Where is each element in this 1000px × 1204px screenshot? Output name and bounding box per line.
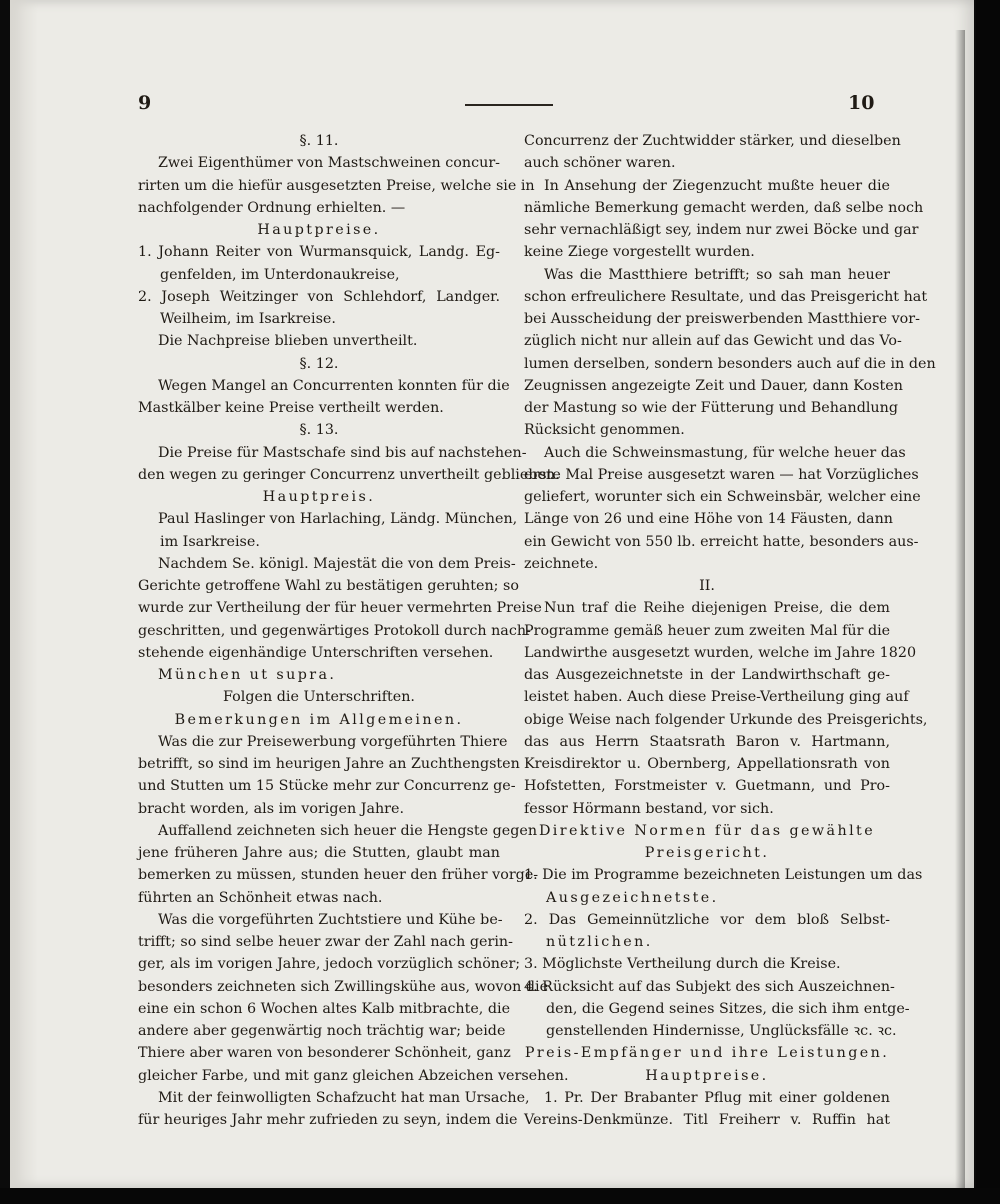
right-column-line: keine Ziege vorgestellt wurden. <box>524 244 755 261</box>
left-column-line: nachfolgender Ordnung erhielten. — <box>138 199 406 216</box>
left-column-line: Bemerkungen im Allgemeinen. <box>174 711 464 728</box>
right-column-line: Landwirthe ausgesetzt wurden, welche im Jahre 1820 <box>524 644 917 661</box>
left-column-line: Die Nachpreise blieben unvertheilt. <box>158 333 418 350</box>
right-column-line: obige Weise nach folgender Urkunde des Preisgerichts, <box>524 711 928 728</box>
right-column-line: Ausgezeichnetste. <box>546 889 719 906</box>
left-column-line: §. 13. <box>299 422 339 439</box>
left-column-line: Hauptpreis. <box>262 489 376 505</box>
right-column-line: zeichnete. <box>524 555 599 572</box>
left-column-line: wurde zur Vertheilung der für heuer vermehrten Preise <box>138 600 542 617</box>
right-column-line: den, die Gegend seines Sitzes, die sich ihm entge- <box>546 1000 910 1017</box>
right-column-line: geliefert, worunter sich ein Schweinsbär, welcher eine <box>524 489 921 505</box>
left-column-line: bracht worden, als im vorigen Jahre. <box>138 800 405 817</box>
left-column-line: Folgen die Unterschriften. <box>223 689 415 706</box>
left-column-line: rirten um die hiefür ausgesetzten Preise, welche sie in <box>138 177 535 194</box>
right-column-line: Hofstetten, Forstmeister v. Guetmann, und Pro- <box>524 778 890 795</box>
right-column-line: 1. Die im Programme bezeichneten Leistungen um das <box>524 867 923 884</box>
left-column-line: im Isarkreise. <box>160 533 260 550</box>
left-column-line: stehende eigenhändige Unterschriften versehen. <box>138 644 494 661</box>
right-column-line: Rücksicht genommen. <box>524 422 685 439</box>
right-column-line: genstellenden Hindernisse, Unglücksfälle ꝛc. ꝛc. <box>546 1023 897 1039</box>
left-column-line: Nachdem Se. königl. Majestät die von dem Preis- <box>158 555 516 572</box>
left-column-line: Mastkälber keine Preise vertheilt werden. <box>138 400 444 416</box>
left-column-line: andere aber gegenwärtig noch trächtig war; beide <box>138 1023 506 1039</box>
right-column-line: das Ausgezeichnetste in der Landwirthschaft ge- <box>524 667 890 683</box>
left-column-line: §. 12. <box>299 355 339 372</box>
right-column-line: Concurrenz der Zuchtwidder stärker, und dieselben <box>524 133 901 149</box>
left-column-line: Hauptpreise. <box>257 222 381 238</box>
left-column-line: Zwei Eigenthümer von Mastschweinen concur- <box>158 155 500 172</box>
page-number-left: 9 <box>138 92 152 114</box>
left-text-column <box>138 130 569 1131</box>
right-column-line: II. <box>699 578 715 594</box>
left-column-line: Wegen Mangel an Concurrenten konnten für die <box>158 377 510 394</box>
scan-border-right <box>976 0 1000 1204</box>
right-column-line: Auch die Schweinsmastung, für welche heuer das <box>544 444 906 461</box>
left-column-line: geschritten, und gegenwärtiges Protokoll durch nach- <box>138 622 531 639</box>
left-column-line: und Stutten um 15 Stücke mehr zur Concurrenz ge- <box>138 778 516 795</box>
scan-border-bottom <box>0 1188 1000 1204</box>
right-column-line: sehr vernachläßigt sey, indem nur zwei Böcke und gar <box>524 222 919 238</box>
right-column-line: 3. Möglichste Vertheilung durch die Kreise. <box>524 956 841 973</box>
right-column-line: Preis-Empfänger und ihre Leistungen. <box>524 1045 890 1062</box>
right-column-line: auch schöner waren. <box>524 155 676 172</box>
left-column-line: ger, als im vorigen Jahre, jedoch vorzüglich schöner; <box>138 956 521 973</box>
left-column-line: Paul Haslinger von Harlaching, Ländg. München, <box>158 511 518 528</box>
right-column-line: Kreisdirektor u. Obernberg, Appellationsrath von <box>524 756 890 772</box>
left-column-line: bemerken zu müssen, stunden heuer den früher vorge- <box>138 867 539 884</box>
left-column-line: genfelden, im Unterdonaukreise, <box>160 266 400 283</box>
left-column-line: München ut supra. <box>158 667 337 683</box>
right-column-line: Nun traf die Reihe diejenigen Preise, die dem <box>544 600 890 617</box>
left-column-line: eine ein schon 6 Wochen altes Kalb mitbrachte, die <box>138 1000 511 1017</box>
left-column-line: 1. Johann Reiter von Wurmansquick, Landg. Eg- <box>138 244 500 261</box>
right-column-line: Programme gemäß heuer zum zweiten Mal für die <box>524 622 891 639</box>
left-column-line: Weilheim, im Isarkreise. <box>160 311 336 327</box>
right-column-line: 4. Rücksicht auf das Subjekt des sich Auszeichnen- <box>524 978 895 995</box>
right-column-line: züglich nicht nur allein auf das Gewicht und das Vo- <box>524 333 902 350</box>
right-column-line: schon erfreulichere Resultate, und das Preisgericht hat <box>524 288 928 305</box>
left-column-line: besonders zeichneten sich Zwillingskühe aus, wovon die <box>138 978 549 995</box>
page-edge-shadow <box>955 30 965 1190</box>
right-column-line: In Ansehung der Ziegenzucht mußte heuer die <box>544 177 890 194</box>
right-column-line: Preisgericht. <box>644 845 770 861</box>
page-number-right: 10 <box>848 92 875 114</box>
right-column-line: bei Ausscheidung der preiswerbenden Mastthiere vor- <box>524 311 920 327</box>
right-column-line: fessor Hörmann bestand, vor sich. <box>524 800 774 817</box>
right-column-line: das aus Herrn Staatsrath Baron v. Hartmann, <box>524 733 890 750</box>
right-text-column <box>524 130 936 1131</box>
left-column-line: 2. Joseph Weitzinger von Schlehdorf, Landger. <box>138 288 500 305</box>
left-column-line: den wegen zu geringer Concurrenz unvertheilt geblieben. <box>138 466 560 483</box>
right-column-line: Direktive Normen für das gewählte <box>538 822 876 839</box>
scanned-page <box>10 0 974 1188</box>
left-column-line: Gerichte getroffene Wahl zu bestätigen geruhten; so <box>138 578 519 594</box>
left-column-line: Auffallend zeichneten sich heuer die Hengste gegen <box>158 822 538 839</box>
left-column-line: §. 11. <box>299 133 339 149</box>
right-column-line: Länge von 26 und eine Höhe von 14 Fäusten, dann <box>524 511 893 528</box>
right-column-line: Was die Mastthiere betrifft; so sah man heuer <box>544 266 890 283</box>
right-column-line: Hauptpreise. <box>645 1067 769 1084</box>
right-column-line: ein Gewicht von 550 lb. erreicht hatte, besonders aus- <box>524 533 919 550</box>
header-rule <box>465 104 553 106</box>
left-column-line: Thiere aber waren von besonderer Schönheit, ganz <box>138 1045 511 1062</box>
left-column-line: führten an Schönheit etwas nach. <box>138 889 383 906</box>
right-column-line: erste Mal Preise ausgesetzt waren — hat Vorzügliches <box>524 466 919 483</box>
left-column-line: gleicher Farbe, und mit ganz gleichen Abzeichen versehen. <box>138 1067 569 1084</box>
right-column-line: der Mastung so wie der Fütterung und Behandlung <box>524 400 898 416</box>
left-column-line: Was die vorgeführten Zuchtstiere und Kühe be- <box>158 911 503 928</box>
right-column-line: 1. Pr. Der Brabanter Pflug mit einer goldenen <box>544 1089 890 1106</box>
right-column-line: nützlichen. <box>546 934 653 950</box>
left-column-line: betrifft, so sind im heurigen Jahre an Zuchthengsten <box>138 756 520 772</box>
left-column-line: trifft; so sind selbe heuer zwar der Zahl nach gerin- <box>138 934 513 950</box>
right-column-line: lumen derselben, sondern besonders auch auf die in den <box>524 355 936 372</box>
right-column-line: leistet haben. Auch diese Preise-Vertheilung ging auf <box>524 689 909 706</box>
left-column-line: Mit der feinwolligten Schafzucht hat man Ursache, <box>158 1089 530 1106</box>
left-column-line: jene früheren Jahre aus; die Stutten, glaubt man <box>138 845 500 861</box>
right-column-line: Vereins-Denkmünze. Titl Freiherr v. Ruffin hat <box>524 1112 890 1128</box>
left-column-line: für heuriges Jahr mehr zufrieden zu seyn, indem die <box>138 1112 518 1128</box>
right-column-line: nämliche Bemerkung gemacht werden, daß selbe noch <box>524 199 924 216</box>
left-column-line: Was die zur Preisewerbung vorgeführten Thiere <box>158 733 508 750</box>
left-column-line: Die Preise für Mastschafe sind bis auf nachstehen- <box>158 444 527 461</box>
right-column-line: 2. Das Gemeinnützliche vor dem bloß Selbst- <box>524 911 890 928</box>
right-column-line: Zeugnissen angezeigte Zeit und Dauer, dann Kosten <box>524 377 903 394</box>
